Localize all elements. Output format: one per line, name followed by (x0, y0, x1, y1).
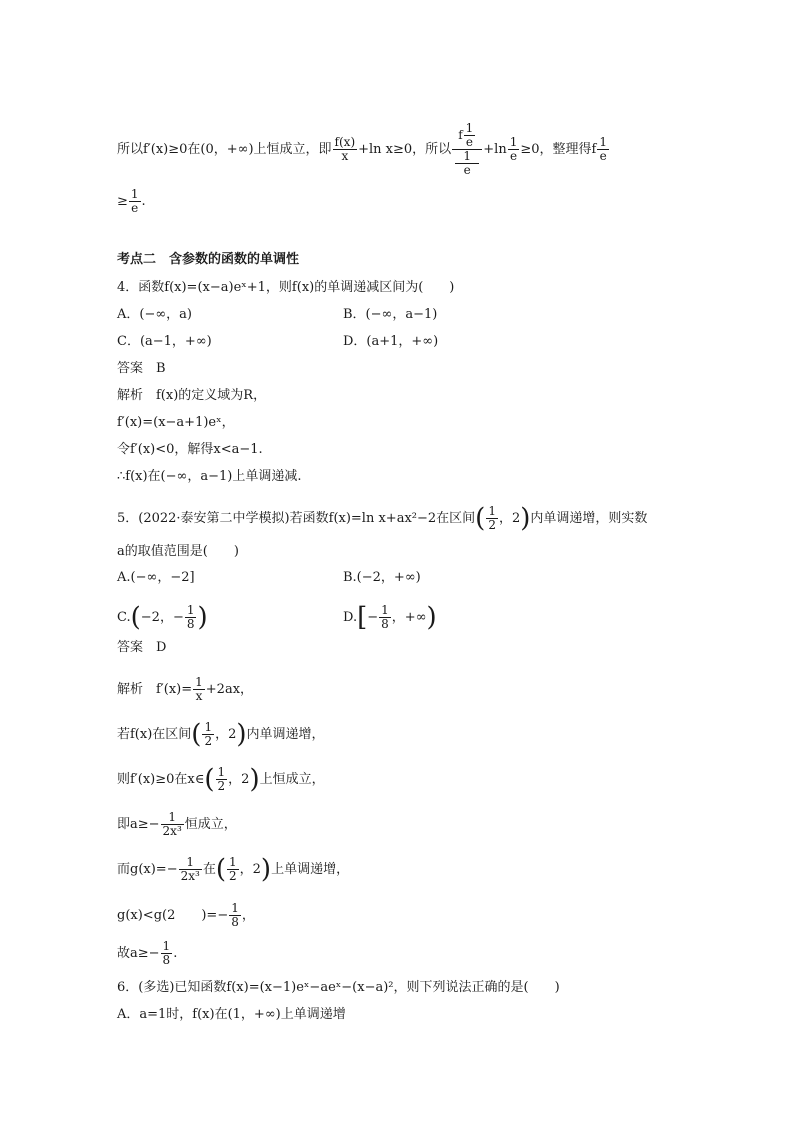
fraction-half (486, 505, 498, 532)
q5-solution-7: 故a≥− $\frac{1}{8}$ . (117, 939, 178, 967)
fraction-half (227, 856, 239, 883)
numerator (452, 122, 482, 150)
close-paren: ) (249, 764, 260, 795)
q5-stem-line1 (117, 505, 647, 532)
numerator: 1 (195, 675, 203, 689)
q5-option-c (117, 604, 208, 631)
q5-solution-1 (117, 676, 253, 703)
text-segment: − (367, 610, 379, 625)
open-paren: ( (204, 764, 215, 795)
q5-solution-5 (117, 856, 349, 883)
text-segment: −2，− (140, 610, 184, 625)
q5-answer: 答案 D (117, 640, 167, 655)
text-segment: ，2 (228, 772, 250, 787)
fraction-eighth (229, 902, 241, 929)
denominator: 8 (162, 953, 171, 967)
numerator: 1 (231, 901, 239, 915)
q4-option-d: D．(a+1，+∞) (343, 334, 439, 349)
denominator: 2x³ (162, 824, 182, 838)
denominator: x (195, 689, 203, 703)
q4-stem: 4．函数f(x)=(x−a)eˣ+1，则f(x)的单调递减区间为( ) (117, 280, 455, 295)
fraction-eighth (161, 940, 173, 967)
fraction-f-1-over-e (452, 122, 482, 177)
option-label: D. (343, 610, 358, 625)
fraction-eighth (379, 604, 391, 631)
q4-answer: 答案 B (117, 361, 166, 376)
q4-solution-4: ∴f(x)在(−∞，a−1)上单调递减. (117, 469, 302, 484)
text-segment: 则f′(x)≥0在x∈ (117, 772, 205, 787)
numerator: f(x) (334, 135, 356, 149)
solution-line-result: ≥ $\frac{1}{e}$ . (117, 187, 146, 215)
numerator: 1 (455, 150, 479, 164)
close-paren: ) (520, 503, 531, 534)
q4-solution-1: 解析 f(x)的定义域为R， (117, 388, 267, 403)
text-segment: ，+∞ (391, 610, 427, 625)
fraction-1-over-2x3 (161, 811, 184, 838)
q5-option-a: A.(−∞，−2] (117, 570, 195, 585)
solution-line-top (117, 122, 610, 177)
numerator: 1 (488, 504, 496, 518)
open-paren: ( (130, 602, 141, 633)
text-segment: 所以f′(x)≥0在(0，+∞)上恒成立，即 (117, 142, 332, 157)
text-segment: ，2 (239, 862, 261, 877)
text-segment: ，2 (215, 727, 237, 742)
f-symbol: f (458, 128, 463, 142)
denominator: 2 (228, 869, 237, 883)
close-paren: ) (426, 602, 437, 633)
denominator: e (509, 149, 518, 163)
section-heading: 考点二 含参数的函数的单调性 (117, 252, 300, 267)
q4-option-c: C．(a−1，+∞) (117, 334, 212, 349)
text-segment: g(x)<g(2 )=− (117, 908, 229, 923)
numerator: 1 (204, 720, 213, 734)
q5-option-b: B.(−2，+∞) (343, 570, 421, 585)
denominator: x (341, 149, 349, 163)
close-paren: ) (197, 602, 208, 633)
numerator: 1 (465, 121, 474, 135)
fraction-half (216, 766, 228, 793)
q4-solution-2: f′(x)=(x−a+1)eˣ， (117, 415, 235, 430)
open-paren: ( (191, 719, 202, 750)
denominator: 2 (217, 779, 226, 793)
numerator: 1 (179, 856, 202, 870)
denominator: e (599, 149, 607, 163)
option-label: C. (117, 610, 131, 625)
fraction-fx-over-x (333, 136, 358, 163)
q5-solution-3 (117, 766, 325, 793)
numerator: 1 (228, 855, 237, 869)
q6-stem: 6．(多选)已知函数f(x)=(x−1)eˣ−aeˣ−(x−a)²，则下列说法正确的是( ) (117, 980, 560, 995)
text-segment: ≥0，整理得f (520, 142, 597, 157)
fraction-1-over-2x3 (179, 856, 202, 883)
fraction-1-over-e (508, 136, 520, 163)
open-paren: ( (215, 854, 226, 885)
text-segment: 上单调递增， (271, 862, 350, 877)
text-segment: 故a≥− (117, 946, 160, 961)
q4-option-a: A．(−∞，a) (117, 307, 193, 322)
q4-option-b: B．(−∞，a−1) (343, 307, 438, 322)
text-segment: ，2 (498, 511, 521, 526)
q5-stem-line2: a的取值范围是( ) (117, 544, 239, 559)
q6-option-a: A．a=1时，f(x)在(1，+∞)上单调递增 (117, 1007, 346, 1022)
denominator: 2x³ (180, 869, 200, 883)
text-segment: 在 (202, 862, 216, 877)
denominator: 2 (204, 734, 213, 748)
numerator: 1 (509, 135, 518, 149)
q5-option-d (343, 604, 437, 631)
denominator: e (463, 163, 471, 177)
q5-solution-2 (117, 721, 325, 748)
numerator: 1 (161, 811, 184, 825)
text-segment: 即a≥− (117, 817, 160, 832)
fraction-1-over-e (597, 136, 609, 163)
denominator: 2 (488, 518, 496, 532)
denominator: 8 (381, 617, 389, 631)
denominator: 8 (186, 617, 195, 631)
denominator-fraction (453, 150, 481, 177)
denominator: e (465, 135, 474, 149)
open-paren: ( (475, 503, 486, 534)
text-segment: ， (241, 908, 255, 923)
text-segment: 内单调递增， (246, 727, 325, 742)
numerator: 1 (217, 765, 226, 779)
numerator: 1 (381, 603, 389, 617)
numerator: 1 (162, 939, 171, 953)
fraction-1-over-e (129, 188, 141, 215)
text-segment: 若f(x)在区间 (117, 727, 192, 742)
text-segment: +2ax， (205, 682, 254, 697)
close-paren: ) (236, 719, 247, 750)
text-segment: ≥ (117, 194, 128, 209)
fraction-1-over-x (193, 676, 205, 703)
text-segment: 解析 f′(x)= (117, 682, 193, 697)
q5-solution-4 (117, 811, 237, 838)
numerator: 1 (130, 187, 139, 201)
denominator: 8 (231, 915, 239, 929)
q4-solution-3: 令f′(x)<0，解得x<a−1. (117, 442, 263, 457)
close-paren: ) (260, 854, 272, 885)
open-bracket: [ (357, 602, 368, 633)
fraction-eighth (185, 604, 197, 631)
numerator: 1 (599, 135, 607, 149)
fraction-half (202, 721, 214, 748)
numerator: 1 (186, 603, 195, 617)
text-segment: +ln (483, 142, 507, 157)
text-segment: +ln x≥0，所以 (358, 142, 452, 157)
text-segment: 而g(x)=− (117, 862, 178, 877)
text-segment: 上恒成立， (259, 772, 325, 787)
denominator: e (131, 201, 139, 215)
text-segment: 5．(2022·泰安第二中学模拟)若函数f(x)=ln x+ax²−2在区间 (117, 511, 476, 526)
inner-fraction (464, 122, 476, 149)
text-segment: 内单调递增，则实数 (530, 511, 648, 526)
text-segment: 恒成立， (184, 817, 237, 832)
q5-solution-6 (117, 902, 255, 929)
